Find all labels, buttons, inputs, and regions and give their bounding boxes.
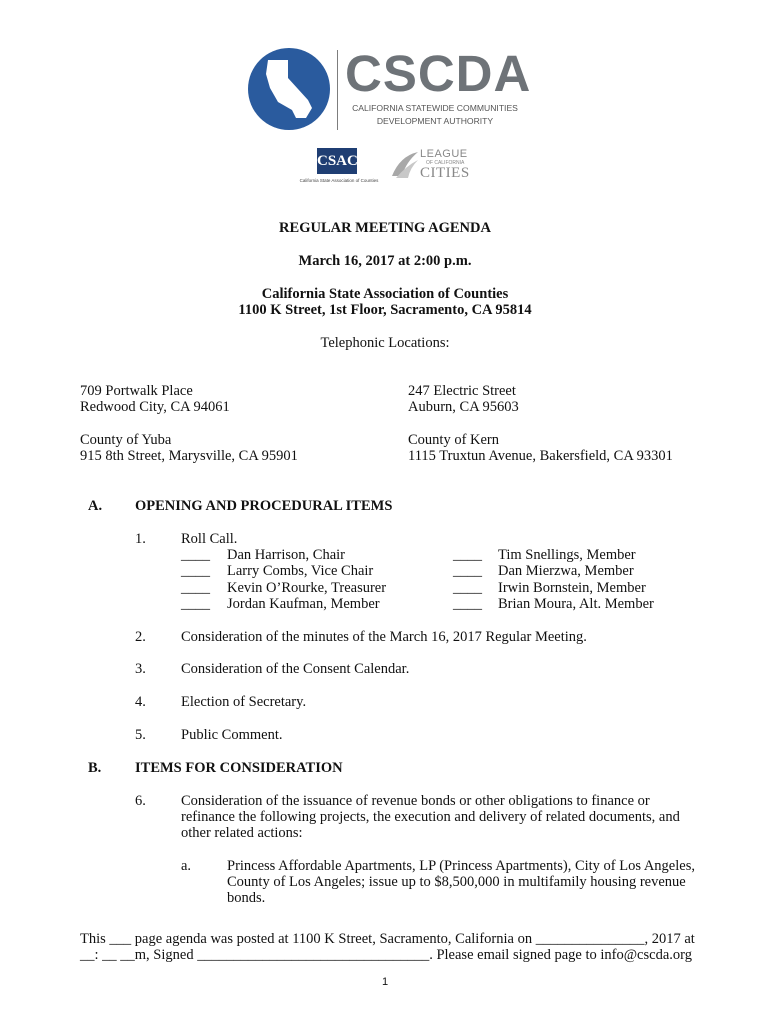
roll-call-member: Dan Harrison, Chair <box>227 547 345 563</box>
posting-notice-line1: This ___ page agenda was posted at 1100 K Street, Sacramento, California on _______________, 2017 at <box>80 931 695 947</box>
item-2-text: Consideration of the minutes of the March 16, 2017 Regular Meeting. <box>181 629 587 645</box>
sub-item-a-line: bonds. <box>227 890 266 906</box>
location-3-line2: 915 8th Street, Marysville, CA 95901 <box>80 448 298 464</box>
agenda-title: REGULAR MEETING AGENDA <box>279 220 491 236</box>
sub-item-a-line: Princess Affordable Apartments, LP (Princess Apartments), City of Los Angeles, <box>227 858 695 874</box>
section-a-letter: A. <box>88 498 103 514</box>
roll-call-member: Brian Moura, Alt. Member <box>498 596 654 612</box>
league-logo-line3: CITIES <box>420 165 470 181</box>
item-5-number: 5. <box>135 727 146 743</box>
section-a-title: OPENING AND PROCEDURAL ITEMS <box>135 498 393 514</box>
roll-call-blank[interactable]: ____ <box>453 596 482 612</box>
item-2-number: 2. <box>135 629 146 645</box>
meeting-datetime: March 16, 2017 at 2:00 p.m. <box>298 253 472 269</box>
location-1-line2: Redwood City, CA 94061 <box>80 399 230 415</box>
section-b-title: ITEMS FOR CONSIDERATION <box>135 760 343 776</box>
sub-item-a-letter: a. <box>181 858 192 874</box>
roll-call-member: Larry Combs, Vice Chair <box>227 563 374 579</box>
item-1-number: 1. <box>135 531 146 547</box>
roll-call-blank[interactable]: ____ <box>453 563 482 579</box>
roll-call-member: Jordan Kaufman, Member <box>227 596 380 612</box>
csac-logo: CSAC <box>317 148 357 174</box>
roll-call-blank[interactable]: ____ <box>453 580 482 596</box>
roll-call-blank[interactable]: ____ <box>181 563 210 579</box>
item-6-line: other related actions: <box>181 825 303 841</box>
roll-call-member: Irwin Bornstein, Member <box>498 580 646 596</box>
item-6-line: refinance the following projects, the execution and delivery of related documents, and <box>181 809 680 825</box>
logo-divider <box>337 50 338 130</box>
item-3-number: 3. <box>135 661 146 677</box>
item-5-text: Public Comment. <box>181 727 283 743</box>
roll-call-blank[interactable]: ____ <box>181 596 210 612</box>
sub-item-a-line: County of Los Angeles; issue up to $8,500,000 in multifamily housing revenue <box>227 874 686 890</box>
roll-call-blank[interactable]: ____ <box>181 580 210 596</box>
league-logo-line1: LEAGUE <box>420 148 468 160</box>
location-4-line1: County of Kern <box>408 432 500 448</box>
item-4-text: Election of Secretary. <box>181 694 307 710</box>
cscda-subtitle-line2: DEVELOPMENT AUTHORITY <box>376 116 494 126</box>
roll-call-blank[interactable]: ____ <box>181 547 210 563</box>
location-1-line1: 709 Portwalk Place <box>80 383 193 399</box>
location-2-line1: 247 Electric Street <box>408 383 516 399</box>
telephonic-heading: Telephonic Locations: <box>320 335 450 351</box>
league-logo-line2: OF CALIFORNIA <box>426 160 465 166</box>
cscda-seal-logo <box>248 48 330 130</box>
roll-call-member: Dan Mierzwa, Member <box>498 563 634 579</box>
location-3-line1: County of Yuba <box>80 432 172 448</box>
california-map-icon <box>248 48 330 130</box>
section-b-letter: B. <box>88 760 102 776</box>
page-number: 1 <box>381 976 389 988</box>
posting-notice-line2: __: __ __m, Signed ________________________________. Please email signed page to info@cscda.org <box>80 947 692 963</box>
roll-call-member: Tim Snellings, Member <box>498 547 636 563</box>
roll-call-blank[interactable]: ____ <box>453 547 482 563</box>
csac-caption: California State Association of Counties <box>299 178 379 183</box>
meeting-address: 1100 K Street, 1st Floor, Sacramento, CA 95814 <box>238 302 532 318</box>
item-6-line: Consideration of the issuance of revenue bonds or other obligations to finance or <box>181 793 650 809</box>
roll-call-label: Roll Call. <box>181 531 238 547</box>
location-2-line2: Auburn, CA 95603 <box>408 399 519 415</box>
meeting-host: California State Association of Counties <box>261 286 509 302</box>
location-4-line2: 1115 Truxtun Avenue, Bakersfield, CA 93301 <box>408 448 673 464</box>
cscda-subtitle-line1: CALIFORNIA STATEWIDE COMMUNITIES <box>352 103 518 113</box>
cscda-wordmark: CSCDA <box>345 45 532 102</box>
item-6-number: 6. <box>135 793 146 809</box>
roll-call-member: Kevin O’Rourke, Treasurer <box>227 580 387 596</box>
item-3-text: Consideration of the Consent Calendar. <box>181 661 410 677</box>
league-swoosh-icon <box>390 150 420 185</box>
item-4-number: 4. <box>135 694 146 710</box>
